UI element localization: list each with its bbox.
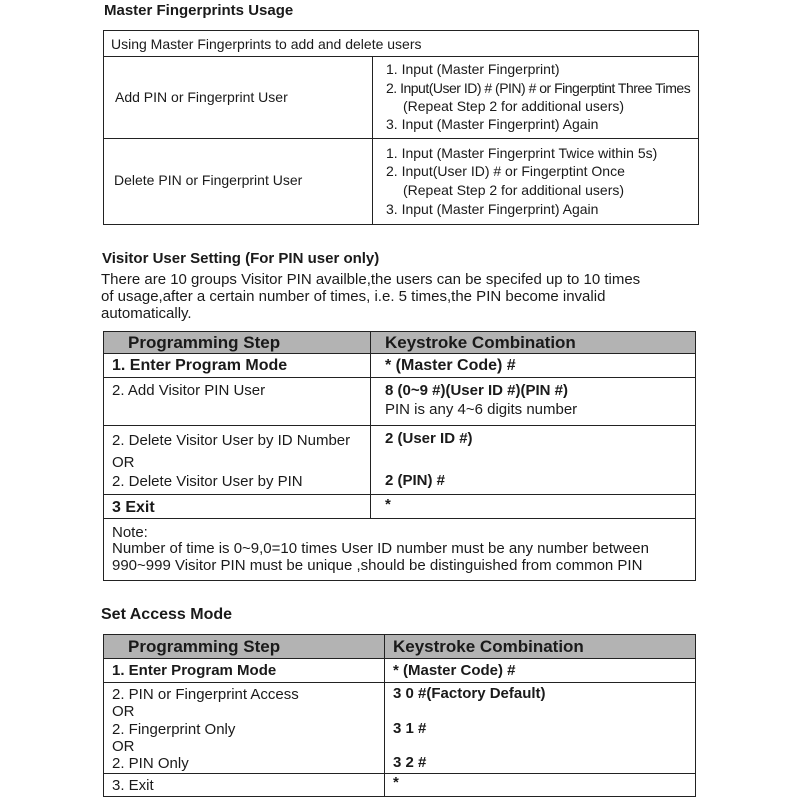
table-row: 2. PIN or Fingerprint Access OR 2. Fingerprint Only OR 2. PIN Only 3 0 #(Factory Default) 3 1 # 3 2 #: [104, 683, 696, 774]
visitor-table: [103, 331, 696, 581]
table-row: 3 Exit *: [104, 495, 696, 519]
table-row: 3. Exit *: [104, 774, 696, 797]
visitor-intro: There are 10 groups Visitor PIN availble,the users can be specifed up to 10 times of usage,after a certain number of times, i.e. 5 times,the PIN become invalid automatically.: [101, 271, 641, 322]
table-row: Add PIN or Fingerprint User 1. Input (Master Fingerprint) 2. Input(User ID) # (PIN) # or Fingerptint Three Times (Repeat Step 2 for additional users) 3. Input (Master Fingerprint) Again: [104, 57, 699, 139]
table-row: 2. Delete Visitor User by ID Number OR 2. Delete Visitor User by PIN 2 (User ID #) 2 (PIN) #: [104, 426, 696, 495]
row-label: Delete PIN or Fingerprint User: [114, 172, 303, 188]
column-header-keystroke: Keystroke Combination: [393, 637, 584, 656]
master-fingerprints-table: [103, 30, 699, 225]
section-title-visitor: Visitor User Setting (For PIN user only): [102, 250, 380, 267]
section-title-master-fingerprints: Master Fingerprints Usage: [104, 2, 294, 19]
column-header-keystroke: Keystroke Combination: [385, 333, 576, 352]
row-label: Add PIN or Fingerprint User: [115, 89, 288, 105]
table-row: 2. Add Visitor PIN User 8 (0~9 #)(User ID #)(PIN #) PIN is any 4~6 digits number: [104, 378, 696, 426]
table-row: 1. Enter Program Mode * (Master Code) #: [104, 354, 696, 378]
column-header-step: Programming Step: [128, 333, 281, 352]
note-row: Note: Number of time is 0~9,0=10 times User ID number must be any number between 990~999 Visitor PIN must be unique ,should be distinguished from common PIN: [104, 519, 696, 581]
table-header: Using Master Fingerprints to add and delete users: [104, 31, 699, 57]
section-title-access-mode: Set Access Mode: [101, 606, 233, 623]
table-row: Delete PIN or Fingerprint User 1. Input (Master Fingerprint Twice within 5s) 2. Input(User ID) # or Fingerptint Once (Repeat Step 2 for additional users) 3. Input (Master Fingerprint) Again: [104, 139, 699, 225]
note-label: Note:: [112, 524, 148, 541]
table-row: 1. Enter Program Mode * (Master Code) #: [104, 659, 696, 683]
column-header-step: Programming Step: [128, 637, 281, 656]
access-mode-table: [103, 634, 696, 797]
